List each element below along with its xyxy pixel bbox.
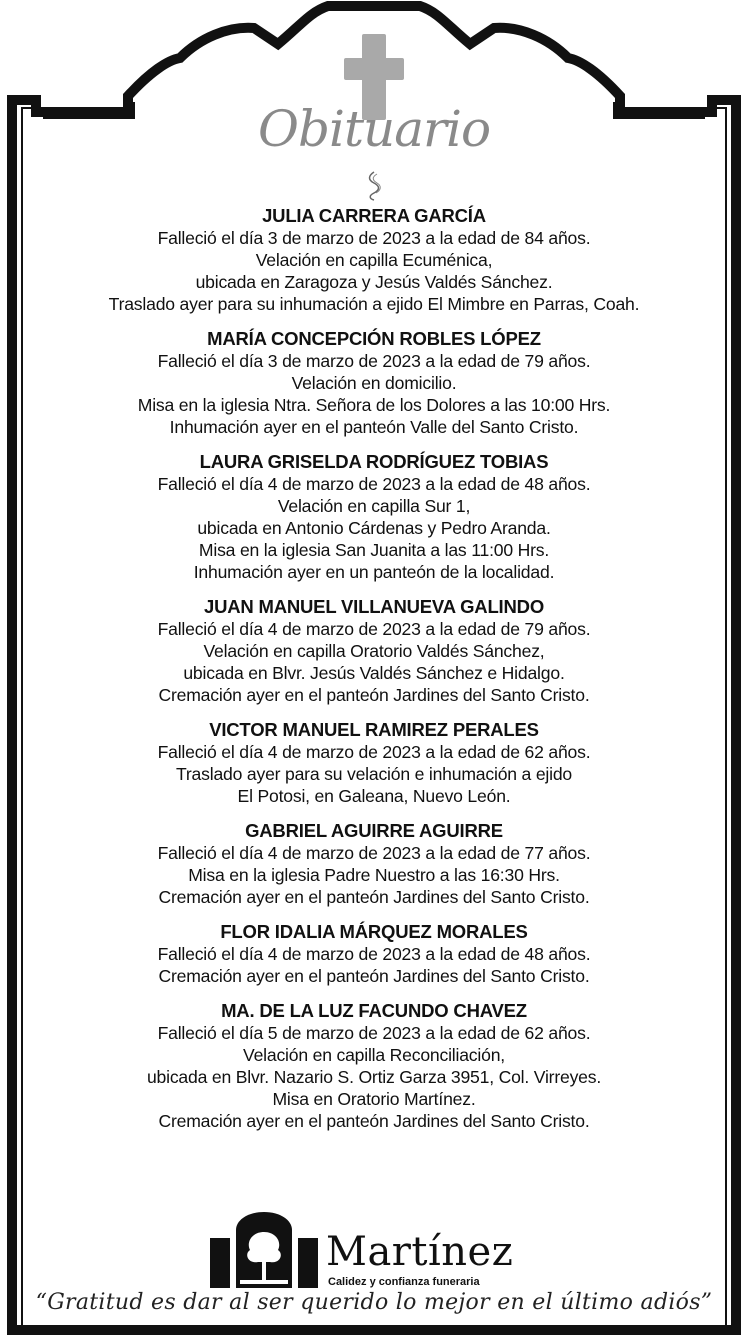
obituary-entry xyxy=(22,719,726,807)
entry-name: JULIA CARRERA GARCÍA xyxy=(262,205,486,226)
obituary-entry xyxy=(22,328,726,438)
funeral-home-logo xyxy=(0,1212,748,1292)
entry-line: Falleció el día 4 de marzo de 2023 a la edad de 77 años. xyxy=(157,843,591,863)
chapel-tree-icon xyxy=(208,1212,320,1288)
entry-line: Cremación ayer en el panteón Jardines del Santo Cristo. xyxy=(158,966,590,986)
entry-line: Velación en capilla Oratorio Valdés Sánchez, xyxy=(203,641,545,661)
entry-name: VICTOR MANUEL RAMIREZ PERALES xyxy=(209,719,539,740)
entry-line: ubicada en Zaragoza y Jesús Valdés Sánchez. xyxy=(195,272,553,292)
page-title: Obituario xyxy=(257,100,491,158)
entry-line: Cremación ayer en el panteón Jardines del Santo Cristo. xyxy=(158,1111,590,1131)
obituary-list xyxy=(22,205,726,1145)
entry-line: Inhumación ayer en el panteón Valle del Santo Cristo. xyxy=(169,417,579,437)
entry-line: Falleció el día 4 de marzo de 2023 a la edad de 48 años. xyxy=(157,944,591,964)
entry-line: Falleció el día 4 de marzo de 2023 a la edad de 79 años. xyxy=(157,619,591,639)
entry-line: Cremación ayer en el panteón Jardines del Santo Cristo. xyxy=(158,887,590,907)
entry-line: Falleció el día 5 de marzo de 2023 a la edad de 62 años. xyxy=(157,1023,591,1043)
entry-line: Misa en Oratorio Martínez. xyxy=(272,1089,476,1109)
entry-line: Misa en la iglesia San Juanita a las 11:00 Hrs. xyxy=(198,540,550,560)
motto: “Gratitud es dar al ser querido lo mejor en el último adiós” xyxy=(35,1290,713,1315)
flourish-icon xyxy=(364,170,384,202)
entry-line: Velación en capilla Reconciliación, xyxy=(243,1045,505,1065)
entry-name: JUAN MANUEL VILLANUEVA GALINDO xyxy=(203,596,545,617)
entry-name: MA. DE LA LUZ FACUNDO CHAVEZ xyxy=(221,1000,527,1021)
entry-line: Traslado ayer para su inhumación a ejido El Mimbre en Parras, Coah. xyxy=(108,294,640,314)
obituary-entry xyxy=(22,451,726,583)
entry-line: Velación en capilla Ecuménica, xyxy=(255,250,493,270)
entry-line: Falleció el día 4 de marzo de 2023 a la edad de 48 años. xyxy=(157,474,591,494)
entry-line: El Potosi, en Galeana, Nuevo León. xyxy=(237,786,511,806)
entry-name: LAURA GRISELDA RODRÍGUEZ TOBIAS xyxy=(199,451,549,472)
entry-name: GABRIEL AGUIRRE AGUIRRE xyxy=(245,820,503,841)
entry-line: Falleció el día 3 de marzo de 2023 a la edad de 79 años. xyxy=(157,351,591,371)
entry-line: Falleció el día 4 de marzo de 2023 a la edad de 62 años. xyxy=(157,742,591,762)
entry-name: MARÍA CONCEPCIÓN ROBLES LÓPEZ xyxy=(207,328,541,349)
entry-line: Velación en domicilio. xyxy=(291,373,457,393)
entry-line: Misa en la iglesia Padre Nuestro a las 16:30 Hrs. xyxy=(188,865,560,885)
entry-line: Misa en la iglesia Ntra. Señora de los Dolores a las 10:00 Hrs. xyxy=(137,395,611,415)
obituary-entry xyxy=(22,820,726,908)
obituary-entry xyxy=(22,921,726,987)
brand-name: Martínez xyxy=(326,1229,514,1275)
entry-line: Traslado ayer para su velación e inhumación a ejido xyxy=(176,764,572,784)
entry-line: Inhumación ayer en un panteón de la localidad. xyxy=(193,562,555,582)
obituary-entry xyxy=(22,596,726,706)
obituary-entry xyxy=(22,1000,726,1132)
obituary-entry xyxy=(22,205,726,315)
entry-line: Velación en capilla Sur 1, xyxy=(277,496,471,516)
entry-line: Falleció el día 3 de marzo de 2023 a la edad de 84 años. xyxy=(157,228,591,248)
entry-line: ubicada en Antonio Cárdenas y Pedro Aranda. xyxy=(197,518,551,538)
brand-tagline: Calidez y confianza funeraria xyxy=(328,1276,480,1288)
entry-line: Cremación ayer en el panteón Jardines del Santo Cristo. xyxy=(158,685,590,705)
entry-line: ubicada en Blvr. Jesús Valdés Sánchez e Hidalgo. xyxy=(183,663,565,683)
entry-line: ubicada en Blvr. Nazario S. Ortiz Garza 3951, Col. Virreyes. xyxy=(146,1067,602,1087)
entry-name: FLOR IDALIA MÁRQUEZ MORALES xyxy=(220,921,528,942)
